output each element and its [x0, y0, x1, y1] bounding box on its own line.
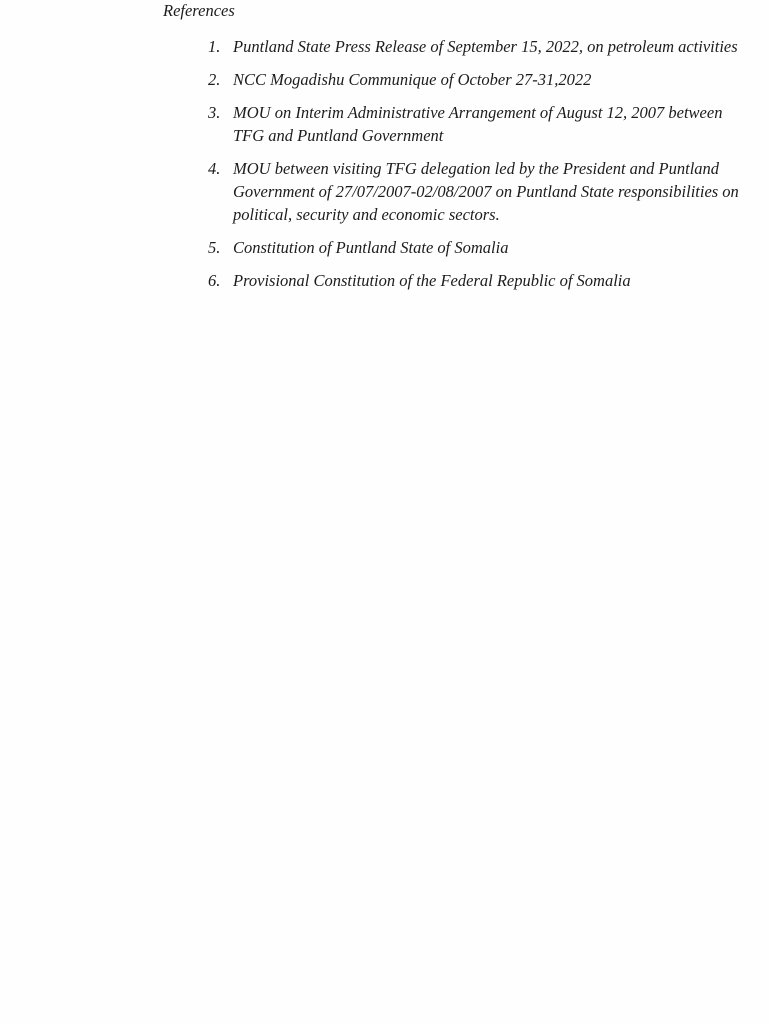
- reference-item-4: [200, 157, 740, 226]
- reference-item-6: [200, 269, 740, 292]
- reference-text: NCC Mogadishu Communique of October 27-31,2022: [233, 70, 592, 89]
- reference-item-5: [200, 236, 740, 259]
- reference-number: 5.: [208, 238, 221, 257]
- references-list: [200, 35, 740, 302]
- reference-number: 1.: [208, 37, 221, 56]
- reference-text: Constitution of Puntland State of Somalia: [233, 238, 509, 257]
- reference-text: Puntland State Press Release of September 15, 2022, on petroleum activities: [233, 37, 738, 56]
- reference-text: Provisional Constitution of the Federal Republic of Somalia: [233, 271, 631, 290]
- reference-item-1: [200, 35, 740, 58]
- reference-item-3: [200, 101, 740, 147]
- reference-number: 6.: [208, 271, 221, 290]
- reference-item-2: [200, 68, 740, 91]
- reference-text: MOU between visiting TFG delegation led by the President and Puntland Government of 27/07/2007-02/08/2007 on Puntland State responsibilities on political, security and economic sectors.: [233, 159, 739, 224]
- reference-text: MOU on Interim Administrative Arrangement of August 12, 2007 between TFG and Puntland Government: [233, 103, 723, 145]
- reference-number: 4.: [208, 159, 221, 178]
- references-heading: References: [163, 1, 235, 20]
- reference-number: 2.: [208, 70, 221, 89]
- reference-number: 3.: [208, 103, 221, 122]
